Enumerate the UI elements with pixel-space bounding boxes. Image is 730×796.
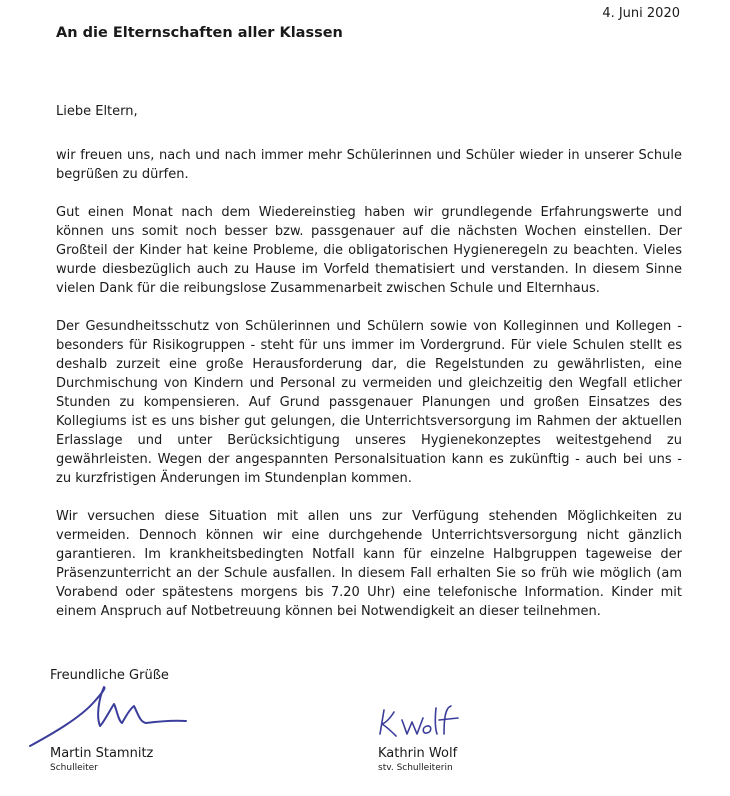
signatory-role: Schulleiter (50, 763, 98, 773)
paragraph-experience: Gut einen Monat nach dem Wiedereinstieg haben wir grundlegende Erfahrungswerte und können uns somit noch besser bzw. passgenauer auf die nächsten Wochen einstellen. Der Großteil der Kinder hat keine Probleme, die obligatorischen Hygieneregeln zu beachten. Vieles wurde diesbezüglich auch zu Hause im Vorfeld thematisiert und verstanden. In diesem Sinne vielen Dank für die reibungslose Zusammenarbeit zwischen Schule und Elternhaus. (56, 205, 682, 296)
letter-date: 4. Juni 2020 (602, 6, 680, 21)
signatory-stamnitz (50, 746, 153, 773)
recipient-heading: An die Elternschaften aller Klassen (56, 25, 343, 41)
signatory-role: stv. Schulleiterin (378, 763, 453, 773)
signatory-name: Martin Stamnitz (50, 746, 154, 761)
paragraph-health-protection: Der Gesundheitsschutz von Schülerinnen und Schülern sowie von Kolleginnen und Kollegen - besonders für Risikogruppen - steht für uns immer im Vordergrund. Für viele Schulen stellt es deshalb zurzeit eine große Herausforderung dar, die Regelstunden zu gewährlisten, eine Durchmischung von Kindern und Personal zu vermeiden und gleichzeitig den Wegfall etlicher Stunden zu kompensieren. Auf Grund passgenauer Planungen und großen Einsatzes des Kollegiums ist es uns bisher gut gelungen, die Unterrichtsversorgung im Rahmen der aktuellen Erlasslage und unter Berücksichtigung unseres Hygienekonzeptes weitestgehend zu gewährleisten. Wegen der angespannten Personalsituation kann es zukünftig - auch bei uns - zu kurzfristigen Änderungen im Stundenplan kommen. (56, 319, 682, 486)
salutation: Liebe Eltern, (56, 104, 138, 119)
signature-wolf (372, 700, 472, 745)
closing-phrase: Freundliche Grüße (50, 668, 169, 683)
letter-body (56, 146, 682, 640)
paragraph-situation: Wir versuchen diese Situation mit allen uns zur Verfügung stehenden Möglichkeiten zu vermeiden. Dennoch können wir eine durchgehende Unterrichtsversorgung nicht gänzlich garantieren. Im krankheitsbedingten Notfall kann für einzelne Halbgruppen tageweise der Präsenzunterricht an der Schule ausfallen. In diesem Fall erhalten Sie so früh wie möglich (am Vorabend oder spätestens morgens bis 7.20 Uhr) eine telefonische Information. Kinder mit einem Anspruch auf Notbetreuung können bei Notwendigkeit an dieser teilnehmen. (56, 509, 682, 619)
signatory-wolf (378, 746, 457, 773)
signatory-name: Kathrin Wolf (378, 746, 458, 761)
paragraph-greeting: wir freuen uns, nach und nach immer mehr Schülerinnen und Schüler wieder in unserer Schule begrüßen zu dürfen. (56, 148, 682, 182)
